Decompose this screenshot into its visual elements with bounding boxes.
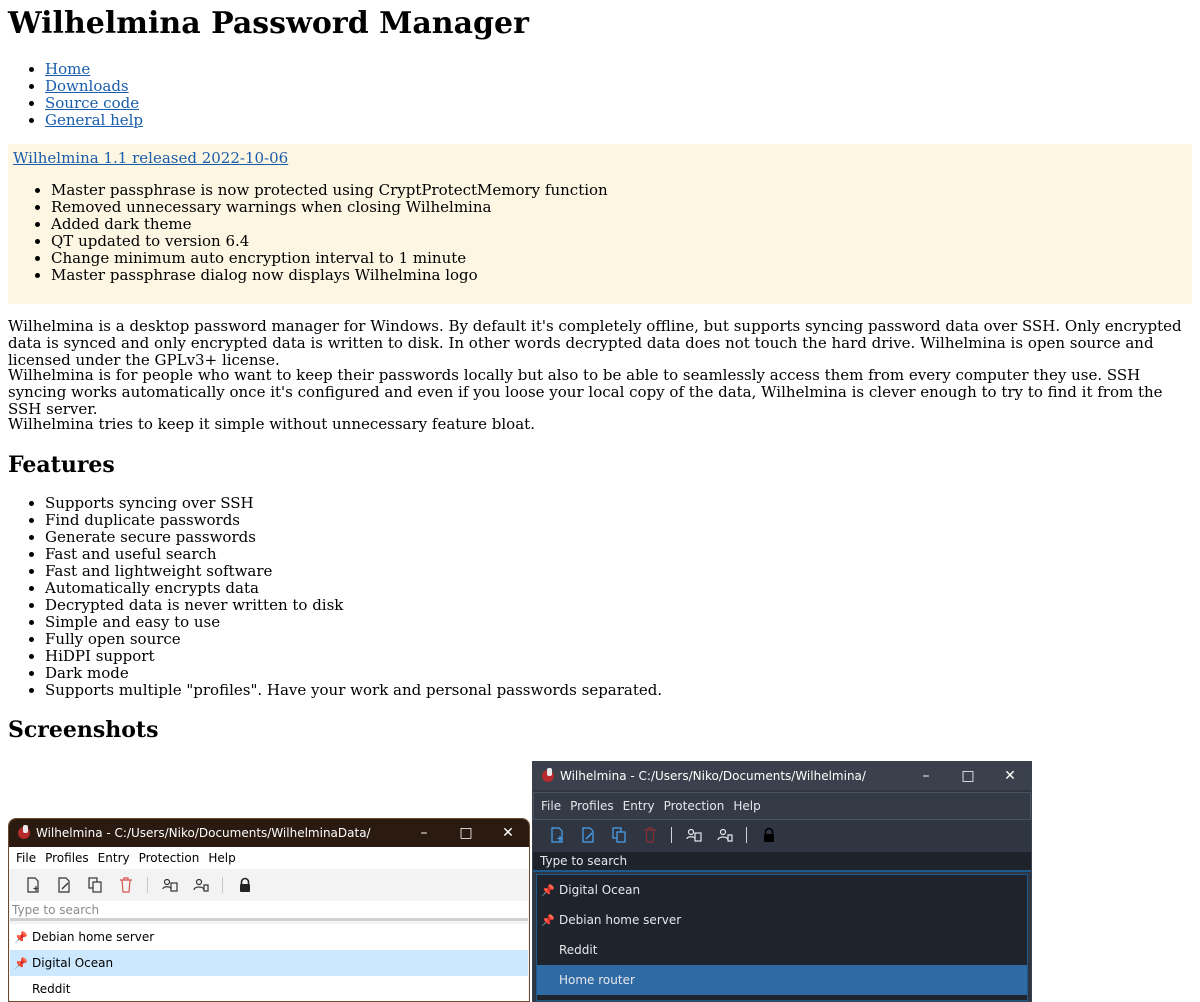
entry-label: Reddit [32,981,71,996]
menu-bar [9,847,529,869]
menu-help: Help [208,850,236,865]
entry-row [537,935,1027,965]
feature-item: • Fast and useful search [45,546,662,563]
entry-label: Digital Ocean [32,955,114,970]
nav-item-general-help [45,112,143,129]
app-logo-icon [542,770,554,782]
release-notes-list [51,182,608,284]
feature-item: • Supports multiple "profiles". Have your work and personal passwords separated. [45,682,662,699]
toolbar-separator [746,827,747,843]
menu-help: Help [733,798,761,813]
entry-row [10,924,528,950]
pin-icon: 📌 [541,913,555,927]
menu-file: File [16,850,37,865]
app-logo-icon [18,827,30,839]
toolbar [533,820,1031,850]
page-title: Wilhelmina Password Manager [8,6,529,41]
entry-row [537,875,1027,905]
intro-paragraph: Wilhelmina tries to keep it simple without unnecessary feature bloat. [8,415,535,433]
features-list [45,495,662,699]
menu-profiles: Profiles [45,850,89,865]
delete-entry-icon [642,827,658,843]
title-bar [533,762,1031,790]
nav-item-source-code [45,95,143,112]
title-bar [9,819,529,847]
maximize-icon: □ [459,824,473,841]
copy-password-icon [717,827,733,843]
maximize-icon: □ [961,767,975,784]
screenshots-heading: Screenshots [8,717,159,743]
nav-item-home [45,61,143,78]
release-note-item: • Master passphrase dialog now displays Wilhelmina logo [51,267,608,284]
edit-entry-icon [580,827,596,843]
entry-list [536,874,1028,1001]
screenshot-dark-window [532,761,1032,1002]
feature-item: • Supports syncing over SSH [45,495,662,512]
release-note-item: • Change minimum auto encryption interval to 1 minute [51,250,608,267]
intro-paragraph: Wilhelmina is a desktop password manager for Windows. By default it's completely offline, but supports syncing password data over SSH. Only encrypted data is synced and only encrypted data is written to disk. In other words decrypted data does not touch the hard drive. Wilhelmina is open source and licensed under the GPLv3+ license. [8,317,1182,369]
menu-entry: Entry [622,798,655,813]
release-note-item: • Removed unnecessary warnings when closing Wilhelmina [51,199,608,216]
entry-label: Digital Ocean [559,882,641,897]
pin-icon: 📌 [14,930,28,944]
entry-row-selected [537,965,1027,995]
feature-item: • Find duplicate passwords [45,512,662,529]
copy-username-icon [686,827,702,843]
feature-item: • Decrypted data is never written to disk [45,597,662,614]
minimize-icon: – [420,824,428,841]
toolbar-separator [147,877,148,893]
intro-paragraph: Wilhelmina is for people who want to keep their passwords locally but also to be able to seamlessly access them from every computer they use. SSH syncing works automatically once it's configured and even if you loose your local copy of the data, Wilhelmina is clever enough to try to find it from the SSH server. [8,366,1163,418]
feature-item: • Simple and easy to use [45,614,662,631]
entry-row-selected [10,950,528,976]
menu-file: File [541,798,562,813]
menu-protection: Protection [138,850,200,865]
copy-username-icon [162,877,178,893]
site-nav [45,61,143,129]
toolbar [9,869,529,901]
close-icon: ✕ [502,824,514,841]
search-input [533,852,1031,872]
feature-item: • Dark mode [45,665,662,682]
feature-item: • HiDPI support [45,648,662,665]
copy-entry-icon [87,877,103,893]
lock-icon [761,827,777,843]
new-entry-icon [549,827,565,843]
entry-label: Debian home server [32,929,155,944]
pin-icon: 📌 [14,956,28,970]
toolbar-separator [222,877,223,893]
lock-icon [237,877,253,893]
feature-item: • Automatically encrypts data [45,580,662,597]
edit-entry-icon [56,877,72,893]
release-note-item: • QT updated to version 6.4 [51,233,608,250]
menu-profiles: Profiles [570,798,614,813]
entry-label: Debian home server [559,912,682,927]
window-title: Wilhelmina - C:/Users/Niko/Documents/WilhelminaData/ [36,825,371,840]
menu-protection: Protection [663,798,725,813]
release-notes-box [8,144,1192,304]
nav-link-general-help[interactable]: General help [45,111,144,129]
menu-entry: Entry [97,850,130,865]
minimize-icon: – [922,767,930,784]
features-heading: Features [8,452,115,478]
entry-list [10,924,528,1001]
feature-item: • Generate secure passwords [45,529,662,546]
close-icon: ✕ [1004,767,1016,784]
release-note-item: • Added dark theme [51,216,608,233]
entry-label: Reddit [559,942,598,957]
window-title: Wilhelmina - C:/Users/Niko/Documents/Wilhelmina/ [560,768,866,783]
new-entry-icon [25,877,41,893]
copy-entry-icon [611,827,627,843]
feature-item: • Fully open source [45,631,662,648]
nav-link-source-code[interactable]: Source code [45,94,140,112]
feature-item: • Fast and lightweight software [45,563,662,580]
menu-bar [533,792,1031,820]
release-link[interactable]: Wilhelmina 1.1 released 2022-10-06 [13,149,289,167]
search-input [10,901,528,921]
delete-entry-icon [118,877,134,893]
pin-icon: 📌 [541,883,555,897]
toolbar-separator [671,827,672,843]
copy-password-icon [193,877,209,893]
nav-link-home[interactable]: Home [45,60,91,78]
nav-item-downloads [45,78,143,95]
release-note-item: • Master passphrase is now protected using CryptProtectMemory function [51,182,608,199]
entry-label: Home router [559,972,635,987]
nav-link-downloads[interactable]: Downloads [45,77,129,95]
screenshot-light-window [8,818,530,1002]
entry-row [537,905,1027,935]
entry-row [10,976,528,1002]
